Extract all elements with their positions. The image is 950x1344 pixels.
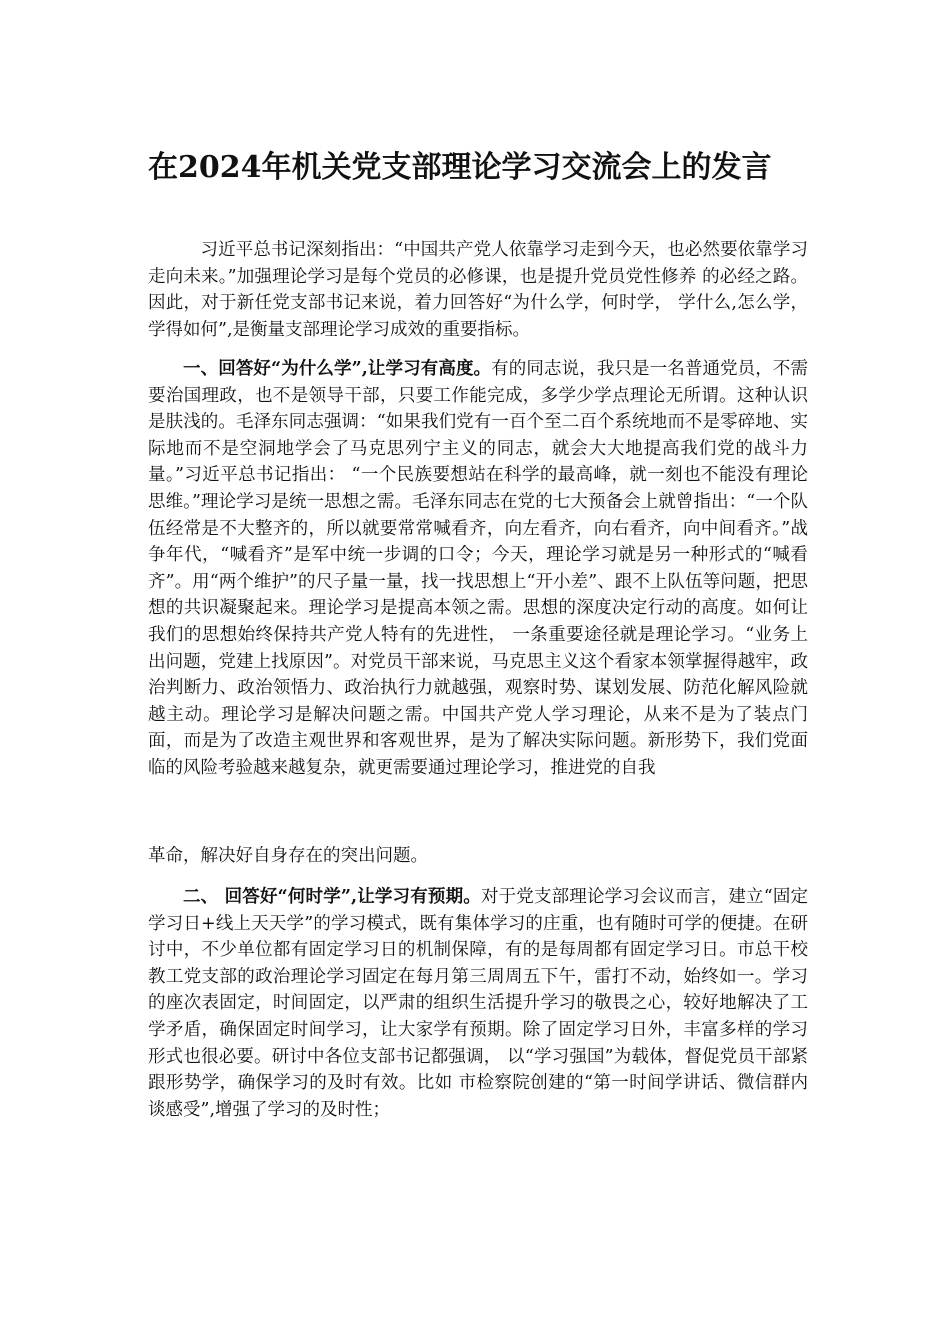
section-2-body: 对于党支部理论学习会议而言，建立“固定学习日+线上天天学”的学习模式，既有集体学习的庄重，也有随时可学的便捷。在研讨中，不少单位都有固定学习日的机制保障，有的是每周都有固定学习日。市总干校教工党支部的政治理论学习固定在每月第三周周五下午，雷打不动，始终如一。学习的座次表固定，时间固定，以严肃的组织生活提升学习的敬畏之心，较好地解决了工学矛盾，确保固定时间学习，让大家学有预期。除了固定学习日外，丰富多样的学习形式也很必要。研讨中各位支部书记都强调， 以“学习强国”为载体，督促党员干部紧跟形势学，确保学习的及时有效。比如 市检察院创建的“第一时间学讲话、微信群内谈感受”,增强了学习的及时性； xyxy=(148,887,808,1120)
section-2-heading: 二、 回答好“何时学”,让学习有预期。 xyxy=(183,887,481,907)
section-2-paragraph xyxy=(148,884,808,1123)
section-1-paragraph xyxy=(148,356,808,782)
document-title: 在2024年机关党支部理论学习交流会上的发言 xyxy=(148,150,772,185)
intro-paragraph: 习近平总书记深刻指出：“中国共产党人依靠学习走到今天，也必然要依靠学习走向未来。”加强理论学习是每个党员的必修课，也是提升党员党性修养 的必经之路。因此，对于新任党支部书记来说，着力回答好“为什么学，何时学， 学什么,怎么学，学得如何”,是衡量支部理论学习成效的重要指标。 xyxy=(148,240,808,340)
section-1-heading: 一、回答好“为什么学”,让学习有高度。 xyxy=(183,359,492,379)
section-1-tail: 革命，解决好自身存在的突出问题。 xyxy=(148,846,428,866)
section-1-body: 有的同志说，我只是一名普通党员，不需要治国理政，也不是领导干部，只要工作能完成，多学少学点理论无所谓。这种认识是肤浅的。毛泽东同志强调：“如果我们党有一百个至二百个系统地而不是零碎地、实际地而不是空洞地学会了马克思列宁主义的同志，就会大大地提高我们党的战斗力量。”习近平总书记指出： “一个民族要想站在科学的最高峰，就一刻也不能没有理论思维。”理论学习是统一思想之需。毛泽东同志在党的七大预备会上就曾指出：“一个队伍经常是不大整齐的，所以就要常常喊看齐，向左看齐，向右看齐，向中间看齐。”战争年代，“喊看齐”是军中统一步调的口令；今天，理论学习就是另一种形式的“喊看齐”。用“两个维护”的尺子量一量，找一找思想上“开小差”、跟不上队伍等问题，把思想的共识凝聚起来。理论学习是提高本领之需。思想的深度决定行动的高度。如何让我们的思想始终保持共产党人特有的先进性， 一条重要途径就是理论学习。“业务上出问题，党建上找原因”。对党员干部来说，马克思主义这个看家本领掌握得越牢，政治判断力、政治领悟力、政治执行力就越强，观察时势、谋划发展、防范化解风险就越主动。理论学习是解决问题之需。中国共产党人学习理论，从来不是为了装点门面，而是为了改造主观世界和客观世界，是为了解决实际问题。新形势下，我们党面临的风险考验越来越复杂，就更需要通过理论学习，推进党的自我 xyxy=(148,359,808,778)
